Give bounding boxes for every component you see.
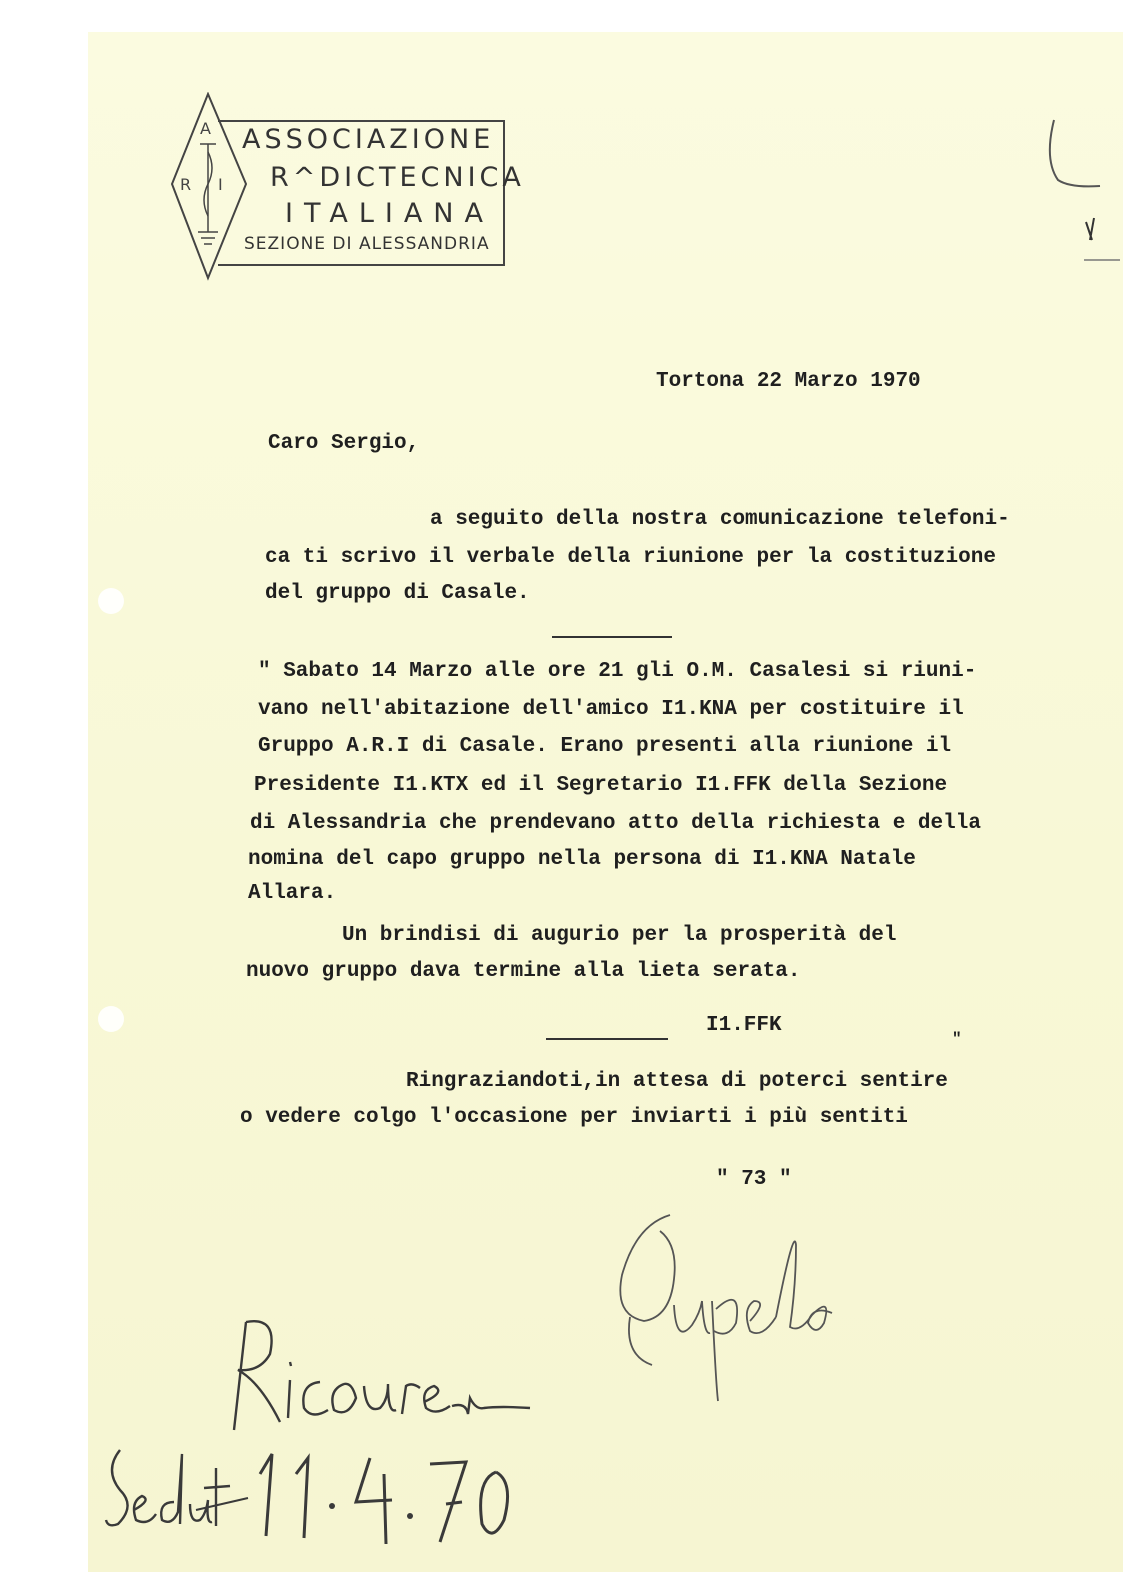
punch-hole-bottom <box>98 1006 124 1032</box>
org-line-3: ITALIANA <box>285 198 494 229</box>
minutes-line: " Sabato 14 Marzo alle ore 21 gli O.M. Casalesi si riuni- <box>258 660 977 683</box>
signature <box>600 1205 860 1405</box>
salutation: Caro Sergio, <box>268 432 420 455</box>
intro-line: a seguito della nostra comunicazione telefoni- <box>430 508 1010 531</box>
closing-line: o vedere colgo l'occasione per inviarti i più sentiti <box>240 1106 908 1129</box>
separator-rule <box>552 636 672 638</box>
minutes-line: di Alessandria che prendevano atto della richiesta e della <box>250 812 981 835</box>
pencil-note-seduta <box>100 1440 520 1560</box>
minutes-line: nomina del capo gruppo nella persona di I1.KNA Natale <box>248 848 916 871</box>
closing-line: Ringraziandoti,in attesa di poterci sentire <box>406 1070 948 1093</box>
minutes-line: Gruppo A.R.I di Casale. Erano presenti alla riunione il <box>258 735 952 758</box>
logo-letter-i: I <box>218 175 223 194</box>
pencil-note-ricevuta <box>220 1310 540 1450</box>
intro-line: ca ti scrivo il verbale della riunione per la costituzione <box>265 546 996 569</box>
intro-line: del gruppo di Casale. <box>265 582 530 605</box>
toast-line: nuovo gruppo dava termine alla lieta serata. <box>246 960 801 983</box>
org-line-1: ASSOCIAZIONE <box>242 124 495 155</box>
closing-quote: " <box>952 1030 962 1048</box>
minutes-line: Allara. <box>248 882 337 905</box>
greeting-code: " 73 " <box>716 1168 792 1191</box>
logo-letter-r: R <box>180 175 192 194</box>
punch-hole-top <box>98 588 124 614</box>
margin-pencil-marks <box>1040 110 1120 270</box>
letter-date: Tortona 22 Marzo 1970 <box>656 370 921 393</box>
minutes-line: Presidente I1.KTX ed il Segretario I1.FFK della Sezione <box>254 774 948 797</box>
separator-rule <box>546 1038 668 1040</box>
logo-letter-a: A <box>200 119 211 138</box>
minutes-signer: I1.FFK <box>706 1014 782 1037</box>
org-section: SEZIONE DI ALESSANDRIA <box>244 234 490 254</box>
toast-line: Un brindisi di augurio per la prosperità del <box>342 924 897 947</box>
org-line-2: R^DICTECNICA <box>270 162 525 193</box>
minutes-line: vano nell'abitazione dell'amico I1.KNA per costituire il <box>258 698 964 721</box>
letterhead <box>170 92 525 282</box>
